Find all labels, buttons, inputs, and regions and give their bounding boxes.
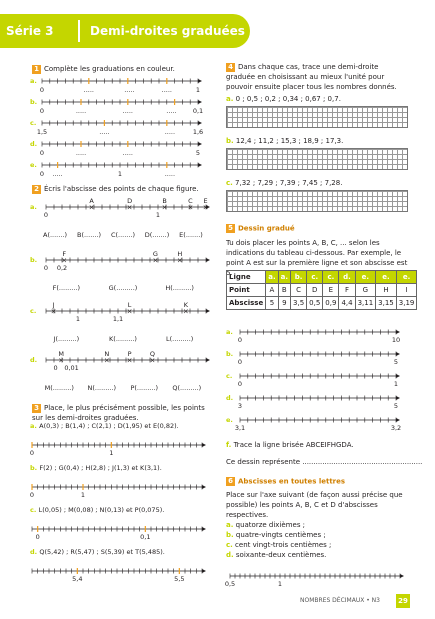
- table-header-ligne: Ligne: [227, 271, 266, 284]
- ex1-tick-label: 1,5: [36, 128, 48, 136]
- ex1-tick-label: .....: [164, 128, 176, 136]
- table-header-point: Point: [227, 284, 266, 297]
- ex1-line-label: e.: [30, 161, 37, 169]
- ex2-answer: C(.......): [110, 231, 136, 239]
- table-header-abscisse: Abscisse: [227, 297, 266, 310]
- ex1-line-arrow: [198, 121, 202, 125]
- ex3-statement-line: [30, 506, 164, 514]
- ex2-tick-label: 0,01: [64, 364, 79, 372]
- ex3-line-arrow: [202, 485, 206, 489]
- ex4-c-grid[interactable]: [226, 190, 408, 212]
- ex2-point-cross: ×: [126, 356, 133, 365]
- table-cell: c.: [323, 271, 339, 284]
- ex2-point-name: F: [62, 250, 67, 258]
- ex1-tick-label: .....: [75, 107, 87, 115]
- ex5-line-arrow: [396, 330, 400, 334]
- ex4-text: Dans chaque cas, trace une demi-droite graduée en choisissant au mieux l'unité pour pouvoir ensuite placer tous les nombres donnés.: [226, 63, 397, 91]
- ex5-line-label: b.: [226, 350, 234, 358]
- table-cell: B: [278, 284, 290, 297]
- ex1-tick-label: .....: [122, 149, 133, 157]
- ex2-answer: F(.........): [52, 284, 81, 292]
- ex5-tick-label: 3,2: [390, 424, 402, 432]
- ex1-text: Complète les graduations en couleur.: [44, 65, 175, 73]
- ex4-a-text: 0 ; 0,5 ; 0,2 ; 0,34 ; 0,67 ; 0,7.: [235, 95, 341, 103]
- ex2-point-cross: ×: [58, 356, 65, 365]
- ex5-number-lines: [224, 322, 410, 440]
- ex6-list: [226, 520, 331, 560]
- table-cell: 3,19: [396, 297, 417, 310]
- ex2-point-name: G: [152, 250, 158, 258]
- ex5-tick-label: 5: [393, 358, 399, 366]
- ex2-answer: H(.........): [165, 284, 194, 292]
- ex2-tick-label: 0: [53, 364, 58, 372]
- ex6-text: Place sur l'axe suivant (de façon aussi précise que possible) les points A, B, C et D d'abscisses respectives.: [226, 491, 403, 519]
- ex3-statement-line: [30, 548, 165, 556]
- ex4-b-text: 12,4 ; 11,2 ; 15,3 ; 18,9 ; 17,3.: [235, 137, 344, 145]
- ex5-tick-label: 0: [237, 380, 243, 388]
- ex2-line-arrow: [206, 309, 210, 313]
- ex5-tick-label: 0: [237, 336, 243, 344]
- ex1-tick-label: 5: [195, 149, 201, 157]
- ex2-line-arrow: [206, 258, 210, 262]
- table-cell: 3,11: [355, 297, 376, 310]
- ex1-line-arrow: [198, 100, 202, 104]
- ex1-line-label: d.: [30, 140, 38, 148]
- ex2-answer: K(.........): [109, 335, 137, 343]
- ex1-line-arrow: [198, 79, 202, 83]
- ex2-number-lines: [28, 193, 218, 393]
- serie-label: Série 3: [6, 24, 54, 38]
- ex1-statement: [32, 64, 212, 74]
- ex4-statement: [226, 62, 408, 92]
- ex5-line-arrow: [396, 418, 400, 422]
- ex2-answer: G(.........): [108, 284, 138, 292]
- ex2-point-cross: ×: [152, 256, 159, 265]
- ex2-point-name: E: [203, 197, 208, 205]
- ex2-text: Écris l'abscisse des points de chaque figure.: [44, 185, 199, 193]
- ex2-line-label: c.: [30, 307, 37, 315]
- ex3-sub-text: A(0,3) ; B(1,4) ; C(2,1) ; D(1,95) et E(0,82).: [39, 422, 179, 430]
- ex6-number: 6: [226, 477, 235, 486]
- ex3-text: Place, le plus précisément possible, les points sur les demi-droites graduées.: [32, 404, 205, 422]
- ex3-tick-label: 1: [109, 449, 114, 457]
- ex3-number-lines: [28, 420, 214, 600]
- ex2-point-name: N: [104, 350, 110, 358]
- table-cell: a.: [266, 271, 278, 284]
- ex3-line-arrow: [202, 443, 206, 447]
- ex2-point-name: B: [162, 197, 167, 205]
- ex6-tick-label: 0,5: [224, 580, 236, 588]
- ex2-answer: E(.......): [179, 231, 203, 239]
- ex2-point-name: A: [89, 197, 94, 205]
- ex5-line-label: d.: [226, 394, 234, 402]
- table-cell: G: [355, 284, 376, 297]
- ex2-tick-label: 1: [155, 211, 161, 219]
- ex1-tick-label: 0: [39, 149, 45, 157]
- ex5-tick-label: 1: [393, 380, 399, 388]
- ex1-tick-label: 1: [117, 170, 123, 178]
- serie-divider: [78, 20, 80, 42]
- ex3-sub-label: d.: [30, 548, 40, 556]
- ex5-tick-label: 5: [393, 402, 399, 410]
- ex2-point-name: P: [127, 350, 132, 358]
- ex2-line-label: b.: [30, 256, 38, 264]
- ex6-tick-label: 1: [277, 580, 283, 588]
- ex1-tick-label: 0,1: [192, 107, 204, 115]
- ex1-line-arrow: [198, 142, 202, 146]
- table-cell: c.: [307, 271, 323, 284]
- table-cell: b.: [291, 271, 307, 284]
- ex1-tick-label: .....: [83, 86, 94, 94]
- ex5-line-arrow: [396, 352, 400, 356]
- ex5-dessin[interactable]: Ce dessin représente ......................................................: [226, 458, 423, 466]
- table-cell: I: [396, 284, 417, 297]
- ex2-point-cross: ×: [61, 256, 68, 265]
- ex4-c-text: 7,32 ; 7,29 ; 7,39 ; 7,45 ; 7,28.: [235, 179, 343, 187]
- ex2-answer: B(.......): [77, 231, 101, 239]
- ex2-point-name: Q: [149, 350, 155, 358]
- ex5-tick-label: 3,1: [234, 424, 246, 432]
- ex3-sub-text: L(0,05) ; M(0,08) ; N(0,13) et P(0,075).: [38, 506, 165, 514]
- ex3-sub-text: F(2) ; G(0,4) ; H(2,8) ; J(1,3) et K(3,1).: [39, 464, 162, 472]
- ex5-f: f. Trace la ligne brisée ABCEIFHGDA.: [226, 441, 354, 449]
- ex3-tick-label: 5,5: [174, 575, 185, 583]
- ex2-tick-label: 1: [75, 315, 81, 323]
- ex2-point-cross: ×: [161, 203, 168, 212]
- ex6-heading: [226, 477, 345, 486]
- ex2-point-cross: ×: [103, 356, 110, 365]
- table-cell: H: [376, 284, 397, 297]
- ex1-tick-label: .....: [122, 107, 133, 115]
- ex3-tick-label: 0: [29, 449, 35, 457]
- ex3-tick-label: 0,1: [140, 533, 151, 541]
- ex2-tick-label: 0: [43, 211, 49, 219]
- ex2-point-name: K: [183, 301, 188, 309]
- table-cell: 3,15: [376, 297, 397, 310]
- ex1-number: 1: [32, 65, 41, 74]
- ex5-line-label: c.: [226, 372, 233, 380]
- list-item: b. quatre-vingts centièmes ;: [226, 531, 326, 539]
- ex2-point-name: H: [177, 250, 183, 258]
- ex3-statement-line: [30, 422, 179, 430]
- table-cell: C: [291, 284, 307, 297]
- ex2-point-cross: ×: [182, 307, 189, 316]
- ex1-tick-label: .....: [99, 128, 110, 136]
- ex5-f-text: Trace la ligne brisée ABCEIFHGDA.: [233, 441, 354, 449]
- ex1-number-lines: [28, 75, 214, 180]
- ex2-point-cross: ×: [187, 203, 194, 212]
- ex1-line-label: b.: [30, 98, 38, 106]
- ex3-tick-label: 5,4: [72, 575, 83, 583]
- table-cell: A: [266, 284, 278, 297]
- ex2-point-cross: ×: [126, 203, 133, 212]
- ex4-a-grid[interactable]: [226, 106, 408, 128]
- ex3-number: 3: [32, 404, 41, 413]
- table-cell: D: [307, 284, 323, 297]
- ex6-title: Abscisses en toutes lettres: [238, 477, 346, 486]
- ex2-answer: Q(.........): [172, 384, 202, 392]
- ex5-tick-label: 10: [391, 336, 401, 344]
- ex3-sub-label: b.: [30, 464, 40, 472]
- ex2-point-cross: ×: [202, 203, 209, 212]
- ex2-tick-label: 0,2: [56, 264, 68, 272]
- ex2-tick-label: 1,1: [112, 315, 124, 323]
- ex4-b-grid[interactable]: [226, 148, 408, 170]
- ex4-b: b. 12,4 ; 11,2 ; 15,3 ; 18,9 ; 17,3.: [226, 137, 344, 145]
- ex5-line-label: a.: [226, 328, 233, 336]
- ex1-tick-label: .....: [52, 170, 63, 178]
- ex3-line-arrow: [202, 527, 206, 531]
- ex1-tick-label: .....: [75, 149, 87, 157]
- ex4-number: 4: [226, 63, 235, 72]
- ex4-c: c. 7,32 ; 7,29 ; 7,39 ; 7,45 ; 7,28.: [226, 179, 343, 187]
- ex1-tick-label: .....: [164, 170, 176, 178]
- table-cell: 4,4: [339, 297, 355, 310]
- ex3-sub-label: a.: [30, 422, 40, 430]
- chapter-title: Demi-droites graduées: [90, 24, 245, 38]
- ex2-answer: P(.........): [130, 384, 159, 392]
- ex2-answer: M(.........): [44, 384, 74, 392]
- ex2-answer: D(.......): [144, 231, 170, 239]
- ex5-table: [226, 270, 417, 310]
- ex1-line-label: c.: [30, 119, 37, 127]
- ex2-point-name: L: [127, 301, 132, 309]
- table-cell: e.: [355, 271, 376, 284]
- ex3-tick-label: 0: [35, 533, 40, 541]
- list-item: a. quatorze dixièmes ;: [226, 521, 306, 529]
- table-cell: 3,5: [291, 297, 307, 310]
- ex2-point-name: D: [127, 197, 133, 205]
- page-number: 29: [396, 594, 410, 608]
- ex2-line-arrow: [206, 358, 210, 362]
- ex1-tick-label: .....: [166, 107, 177, 115]
- ex3-tick-label: 1: [80, 491, 86, 499]
- ex2-point-cross: ×: [149, 356, 156, 365]
- ex2-answer: N(.........): [87, 384, 117, 392]
- ex2-number: 2: [32, 185, 41, 194]
- ex5-text: Tu dois placer les points A, B, C, ... selon les indications du tableau ci-dessous. Par exemple, le point A est sur la première ligne et son abscisse est 5.: [226, 239, 408, 277]
- ex2-answer: L(.........): [166, 335, 194, 343]
- ex6-number-line: [224, 562, 410, 592]
- list-item: c. cent vingt-trois centièmes ;: [226, 541, 332, 549]
- ex5-line-arrow: [396, 374, 400, 378]
- ex1-tick-label: .....: [124, 86, 135, 94]
- ex1-tick-label: 0: [39, 107, 45, 115]
- ex2-line-label: d.: [30, 356, 38, 364]
- ex5-tick-label: 3: [237, 402, 243, 410]
- ex1-tick-label: 0: [39, 170, 45, 178]
- ex1-tick-label: .....: [161, 86, 172, 94]
- ex2-point-name: M: [58, 350, 65, 358]
- table-cell: 0,9: [323, 297, 339, 310]
- table-cell: 9: [278, 297, 290, 310]
- ex2-line-label: a.: [30, 203, 37, 211]
- ex3-line-arrow: [202, 569, 206, 573]
- ex2-point-name: J: [52, 301, 55, 309]
- table-cell: d.: [339, 271, 355, 284]
- ex2-point-cross: ×: [50, 307, 57, 316]
- ex5-line-label: e.: [226, 416, 233, 424]
- ex2-answer: A(.......): [43, 231, 67, 239]
- ex2-point-cross: ×: [88, 203, 95, 212]
- ex1-tick-label: 1: [195, 86, 201, 94]
- ex1-line-arrow: [198, 163, 202, 167]
- ex6-line-arrow: [400, 574, 404, 578]
- ex5-number: 5: [226, 224, 235, 233]
- ex1-tick-label: 0: [39, 86, 45, 94]
- ex4-a: a. 0 ; 0,5 ; 0,2 ; 0,34 ; 0,67 ; 0,7.: [226, 95, 341, 103]
- ex2-point-cross: ×: [126, 307, 133, 316]
- table-cell: E: [323, 284, 339, 297]
- ex3-sub-label: c.: [30, 506, 39, 514]
- ex2-point-name: C: [188, 197, 193, 205]
- ex1-tick-label: 1,6: [192, 128, 204, 136]
- table-cell: e.: [376, 271, 397, 284]
- ex5-tick-label: 0: [237, 358, 243, 366]
- table-cell: 5: [266, 297, 278, 310]
- footer-text: NOMBRES DÉCIMAUX • N3: [300, 597, 380, 604]
- table-cell: e.: [396, 271, 417, 284]
- ex1-line-label: a.: [30, 77, 37, 85]
- ex2-point-cross: ×: [176, 256, 183, 265]
- table-cell: 0,5: [307, 297, 323, 310]
- ex5-heading: [226, 224, 295, 233]
- table-cell: F: [339, 284, 355, 297]
- table-cell: a.: [278, 271, 290, 284]
- ex2-answer: J(.........): [53, 335, 80, 343]
- list-item: d. soixante-deux centièmes.: [226, 551, 327, 559]
- ex3-tick-label: 0: [29, 491, 35, 499]
- ex3-sub-text: Q(5,42) ; R(5,47) ; S(5,39) et T(5,485).: [39, 548, 165, 556]
- ex3-statement-line: [30, 464, 162, 472]
- ex5-title: Dessin gradué: [238, 224, 295, 233]
- ex2-tick-label: 0: [43, 264, 49, 272]
- ex5-line-arrow: [396, 396, 400, 400]
